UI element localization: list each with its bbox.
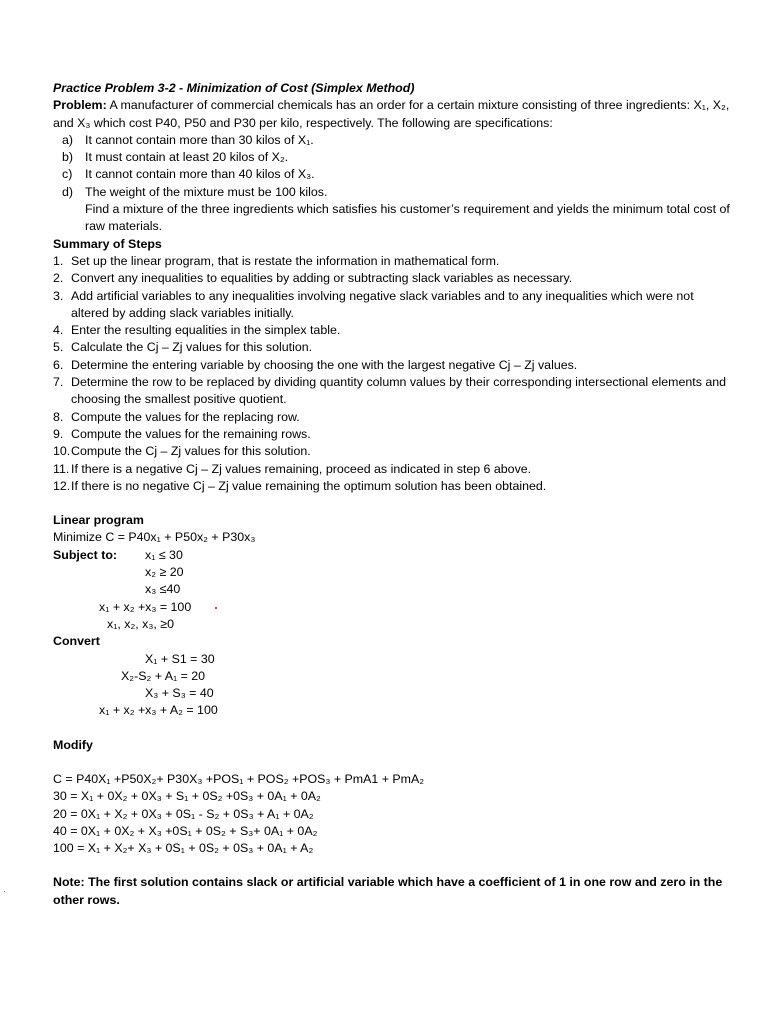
note-text: The first solution contains slack or artificial variable which have a coefficient of 1 in one row and zero in the other rows. xyxy=(53,875,723,907)
list-item: 7. Determine the row to be replaced by dividing quantity column values by their corresponding intersectional elements and choosing the smallest positive quotient. xyxy=(53,375,727,407)
problem-statement xyxy=(53,97,733,132)
convert-equation-4: x₁ + x₂ +x₃ + A₂ = 100 xyxy=(99,703,218,718)
document-page xyxy=(53,80,733,909)
page-title: Practice Problem 3-2 - Minimization of Cost (Simplex Method) xyxy=(53,81,415,95)
problem-text: A manufacturer of commercial chemicals has an order for a certain mixture consisting of three ingredients: X₁, X₂, and X₃ which cost P40, P50 and P30 per kilo, respectively. The following are specifications: xyxy=(53,98,730,130)
stray-mark xyxy=(4,891,5,892)
modify-equation-5: 100 = X₁ + X₂+ X₃ + 0S₁ + 0S₂ + 0S₃ + 0A₁ + A₂ xyxy=(53,841,314,856)
constraint-3: x₃ ≤40 xyxy=(145,582,181,597)
list-item: 3. Add artificial variables to any inequalities involving negative slack variables and to any inequalities which were not altered by adding slack variables initially. xyxy=(53,288,694,320)
steps-list xyxy=(53,253,733,495)
problem-label: Problem: xyxy=(53,98,107,113)
specifications-list xyxy=(53,132,733,201)
subject-to-label: Subject to: xyxy=(53,547,118,562)
modify-equation-2: 30 = X₁ + 0X₂ + 0X₃ + S₁ + 0S₂ +0S₃ + 0A₁ + 0A₂ xyxy=(53,789,321,804)
list-item: 5. Calculate the Cj – Zj values for this solution. xyxy=(53,340,313,355)
constraint-5: x₁, x₂, x₃, ≥0 xyxy=(107,616,174,631)
list-item: 8. Compute the values for the replacing row. xyxy=(53,409,300,424)
list-item: 1. Set up the linear program, that is restate the information in mathematical form. xyxy=(53,253,500,268)
list-item: 11. If there is a negative Cj – Zj values remaining, proceed as indicated in step 6 above. xyxy=(53,461,532,476)
list-item: b) It must contain at least 20 kilos of X₂. xyxy=(62,150,289,165)
list-item: d) The weight of the mixture must be 100 kilos. xyxy=(62,184,328,199)
list-item: 2. Convert any inequalities to equalities by adding or subtracting slack variables as necessary. xyxy=(53,271,573,286)
convert-heading: Convert xyxy=(53,634,100,649)
modify-equation-3: 20 = 0X₁ + X₂ + 0X₃ + 0S₁ - S₂ + 0S₃ + A₁ + 0A₂ xyxy=(53,806,314,821)
list-item: 10. Compute the Cj – Zj values for this solution. xyxy=(53,444,311,459)
list-item: 9. Compute the values for the remaining rows. xyxy=(53,426,311,441)
objective-function: Minimize C = P40x₁ + P50x₂ + P30x₃ xyxy=(53,530,256,545)
convert-equation-2: X₂-S₂ + A₁ = 20 xyxy=(121,668,206,683)
list-item: 12. If there is no negative Cj – Zj value remaining the optimum solution has been obtained. xyxy=(53,478,547,493)
constraint-4: x₁ + x₂ +x₃ = 100 xyxy=(99,599,192,614)
note-label: Note: xyxy=(53,875,85,890)
summary-heading: Summary of Steps xyxy=(53,236,162,251)
constraint-2: x₂ ≥ 20 xyxy=(145,565,184,580)
list-item: 4. Enter the resulting equalities in the simplex table. xyxy=(53,323,341,338)
convert-equation-3: X₃ + S₃ = 40 xyxy=(145,686,214,701)
linear-program-heading: Linear program xyxy=(53,513,144,528)
constraint-1: x₁ ≤ 30 xyxy=(145,547,183,562)
list-item: c) It cannot contain more than 40 kilos of X₃. xyxy=(62,167,315,182)
find-instruction: Find a mixture of the three ingredients which satisfies his customer’s requirement and yields the minimum total cost of raw materials. xyxy=(85,202,730,234)
modify-heading: Modify xyxy=(53,737,93,752)
convert-equation-1: X₁ + S1 = 30 xyxy=(145,651,215,666)
list-item: 6. Determine the entering variable by choosing the one with the largest negative Cj – Zj values. xyxy=(53,357,578,372)
note-paragraph xyxy=(53,874,733,909)
list-item: a) It cannot contain more than 30 kilos of X₁. xyxy=(62,132,314,147)
stray-mark xyxy=(215,607,217,609)
modify-equation-1: C = P40X₁ +P50X₂+ P30X₃ +POS₁ + POS₂ +POS₃ + PmA1 + PmA₂ xyxy=(53,771,425,786)
modify-equation-4: 40 = 0X₁ + 0X₂ + X₃ +0S₁ + 0S₂ + S₃+ 0A₁ + 0A₂ xyxy=(53,823,318,838)
